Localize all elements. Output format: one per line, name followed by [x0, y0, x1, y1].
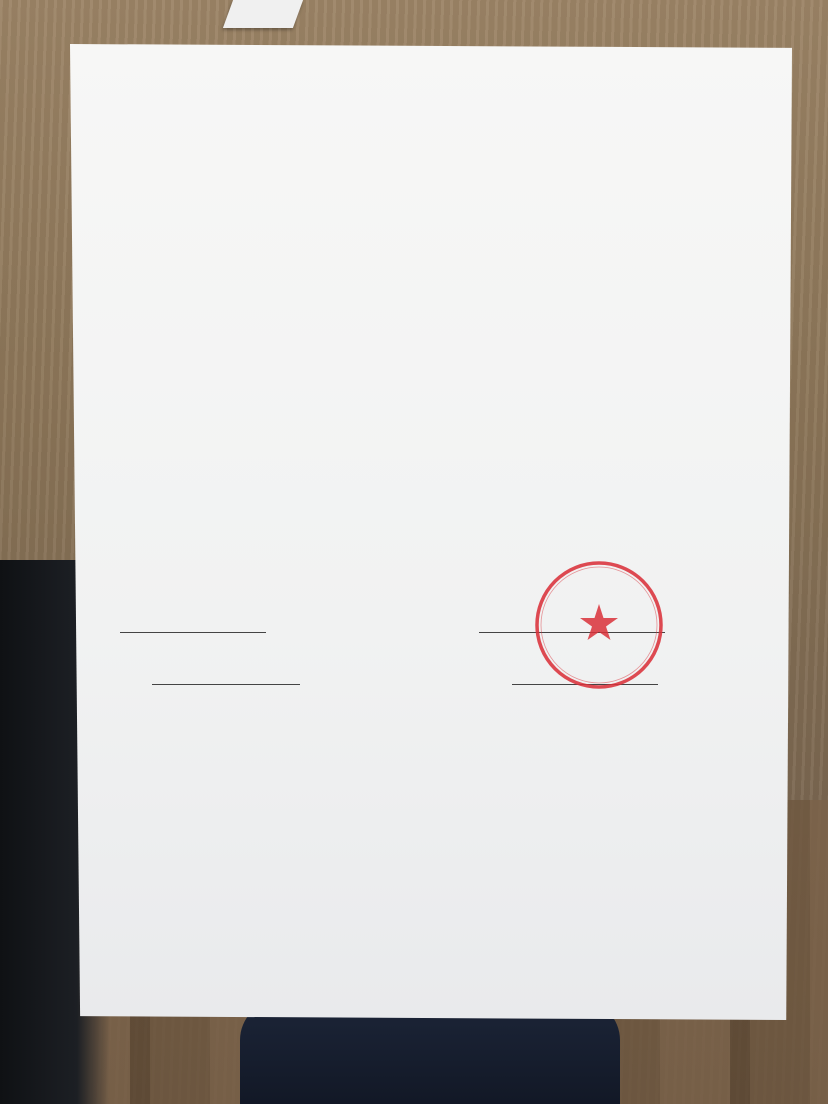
- company-seal-stamp: [532, 558, 666, 692]
- customer-sign-line: [120, 632, 266, 633]
- date-line-left: [152, 684, 300, 685]
- contract-page: [70, 44, 792, 1020]
- contract-text: [118, 80, 768, 92]
- paper-corner-behind: [223, 0, 303, 28]
